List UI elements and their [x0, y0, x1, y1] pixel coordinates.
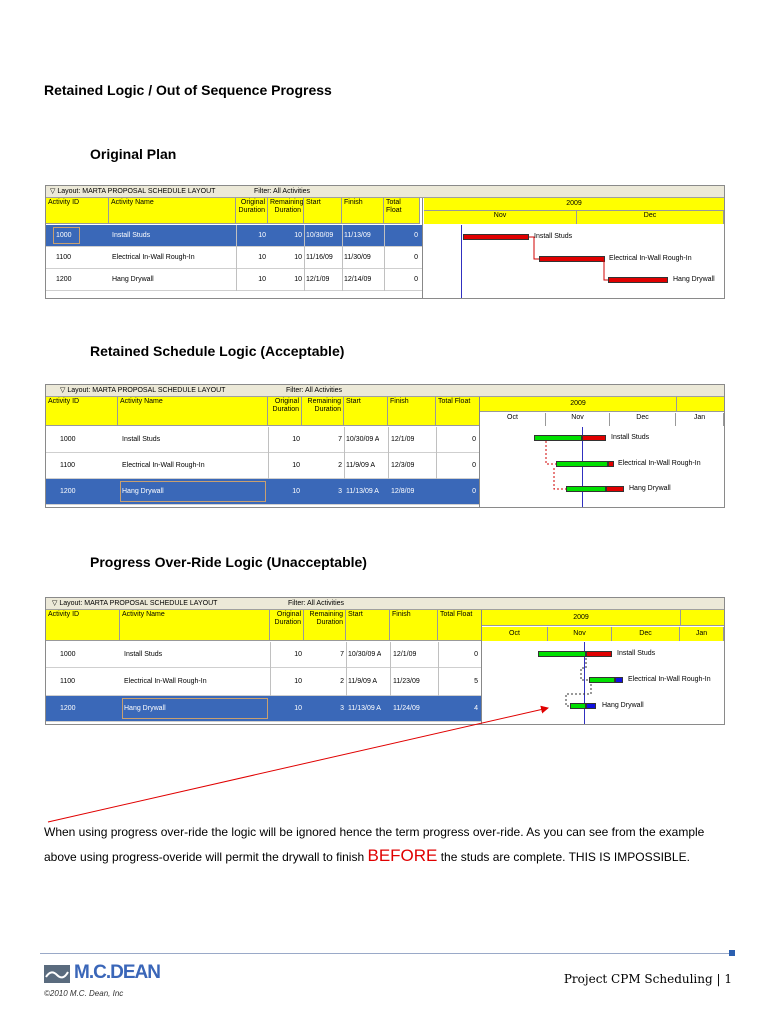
cell-original-duration: 10 — [258, 232, 266, 239]
cell-activity-name: Hang Drywall — [124, 705, 166, 712]
cell-activity-id: 1100 — [60, 678, 76, 685]
col-remaining-duration[interactable]: Remaining Duration — [302, 397, 344, 426]
cell-original-duration: 10 — [258, 276, 266, 283]
cell-original-duration: 10 — [294, 651, 302, 658]
cell-activity-id: 1200 — [60, 705, 76, 712]
gantt-bar-label: Hang Drywall — [673, 276, 715, 283]
cell-activity-id: 1100 — [60, 462, 76, 469]
col-original-duration[interactable]: Original Duration — [270, 610, 304, 641]
logo-text: M.C.DEAN — [74, 962, 160, 983]
paragraph-text: When using progress over-ride the logic will be ignored hence the term progress over-ride. As you can see from the example above using progress-overide will permit the drywall to finish — [44, 825, 705, 864]
col-activity-name[interactable]: Activity Name — [118, 397, 268, 426]
gantt-bar-label: Electrical In-Wall Rough-In — [618, 460, 701, 467]
gantt-month: Jan — [680, 627, 724, 641]
layout-label[interactable]: ▽ Layout: MARTA PROPOSAL SCHEDULE LAYOUT — [60, 387, 226, 394]
paragraph-text: the studs are complete. THIS IS IMPOSSIBLE. — [437, 850, 690, 864]
gantt-year: 2009 — [482, 610, 680, 626]
cell-start: 10/30/09 A — [346, 436, 380, 443]
col-activity-name[interactable]: Activity Name — [120, 610, 270, 641]
layout-label[interactable]: ▽ Layout: MARTA PROPOSAL SCHEDULE LAYOUT — [52, 600, 218, 607]
cell-finish: 12/1/09 — [391, 436, 415, 443]
cell-total-float: 0 — [474, 651, 478, 658]
cell-total-float: 0 — [414, 276, 418, 283]
col-total-float[interactable]: Total Float — [438, 610, 482, 641]
col-original-duration[interactable]: Original Duration — [236, 198, 268, 224]
cell-activity-id: 1100 — [56, 254, 72, 261]
emphasis-before: BEFORE — [367, 846, 438, 865]
cell-finish: 12/3/09 — [391, 462, 415, 469]
col-start[interactable]: Start — [344, 397, 388, 426]
cell-start: 11/9/09 A — [348, 678, 378, 685]
layout-label[interactable]: ▽ Layout: MARTA PROPOSAL SCHEDULE LAYOUT — [50, 188, 216, 195]
filter-label[interactable]: Filter: All Activities — [254, 188, 311, 195]
heading-override: Progress Over-Ride Logic (Unacceptable) — [90, 554, 367, 570]
col-finish[interactable]: Finish — [390, 610, 438, 641]
gantt-bar-label: Electrical In-Wall Rough-In — [609, 255, 692, 262]
gantt-year: 2009 — [480, 397, 676, 412]
cell-remaining-duration: 10 — [294, 276, 302, 283]
col-activity-id[interactable]: Activity ID — [46, 610, 120, 641]
cell-start: 11/13/09 A — [348, 705, 381, 712]
cell-original-duration: 10 — [258, 254, 266, 261]
col-start[interactable]: Start — [304, 198, 342, 224]
gantt-month: Dec — [612, 627, 680, 641]
page-title: Retained Logic / Out of Sequence Progress — [44, 82, 332, 98]
cell-remaining-duration: 3 — [340, 705, 344, 712]
col-total-float[interactable]: Total Float — [384, 198, 420, 224]
footer-rule — [40, 953, 732, 954]
cell-total-float: 0 — [414, 254, 418, 261]
cell-remaining-duration: 10 — [294, 254, 302, 261]
cell-finish: 11/23/09 — [393, 678, 420, 685]
cell-start: 10/30/09 — [306, 232, 334, 239]
page-label: Project CPM Scheduling | 1 — [563, 972, 732, 986]
gantt-bar-label: Install Studs — [534, 233, 573, 240]
gantt-bar-label: Hang Drywall — [629, 485, 671, 492]
cell-remaining-duration: 2 — [340, 678, 344, 685]
cell-original-duration: 10 — [294, 705, 302, 712]
cell-start: 12/1/09 — [306, 276, 330, 283]
company-logo — [44, 962, 186, 986]
cell-remaining-duration: 7 — [338, 436, 342, 443]
copyright: ©2010 M.C. Dean, Inc — [44, 989, 124, 998]
cell-start: 11/16/09 — [306, 254, 333, 261]
cell-total-float: 0 — [472, 462, 476, 469]
cell-original-duration: 10 — [292, 488, 300, 495]
cell-activity-name: Electrical In-Wall Rough-In — [112, 254, 195, 261]
cell-finish: 12/1/09 — [393, 651, 417, 658]
gantt-month: Nov — [546, 413, 610, 426]
cell-remaining-duration: 10 — [294, 232, 302, 239]
cell-total-float: 0 — [472, 488, 476, 495]
cell-finish: 12/14/09 — [344, 276, 372, 283]
gantt-month: Oct — [480, 413, 546, 426]
gantt-month: Nov — [548, 627, 612, 641]
cell-finish: 11/13/09 — [344, 232, 371, 239]
cell-total-float: 0 — [414, 232, 418, 239]
cell-finish: 11/30/09 — [344, 254, 371, 261]
cell-finish: 11/24/09 — [393, 705, 420, 712]
col-total-float[interactable]: Total Float — [436, 397, 480, 426]
gantt-year: 2009 — [424, 198, 724, 211]
footer-accent-square — [729, 950, 735, 956]
cell-remaining-duration: 2 — [338, 462, 342, 469]
cell-activity-name: Hang Drywall — [122, 488, 164, 495]
col-activity-id[interactable]: Activity ID — [46, 198, 109, 224]
cell-original-duration: 10 — [292, 436, 300, 443]
col-remaining-duration[interactable]: Remaining Duration — [268, 198, 304, 224]
cell-activity-id: 1000 — [60, 436, 76, 443]
cell-start: 11/13/09 A — [346, 488, 379, 495]
cell-activity-id: 1200 — [60, 488, 76, 495]
col-original-duration[interactable]: Original Duration — [268, 397, 302, 426]
cell-activity-id: 1200 — [56, 276, 72, 283]
cell-original-duration: 10 — [294, 678, 302, 685]
gantt-month: Dec — [577, 211, 724, 224]
cell-remaining-duration: 7 — [340, 651, 344, 658]
gantt-bar-label: Install Studs — [617, 650, 656, 657]
cell-activity-name: Install Studs — [122, 436, 161, 443]
gantt-month: Nov — [424, 211, 577, 224]
cell-total-float: 0 — [472, 436, 476, 443]
cell-remaining-duration: 3 — [338, 488, 342, 495]
heading-retained: Retained Schedule Logic (Acceptable) — [90, 343, 345, 359]
cell-start: 10/30/09 A — [348, 651, 382, 658]
gantt-month: Jan — [676, 413, 724, 426]
cell-activity-name: Hang Drywall — [112, 276, 154, 283]
logo-mark-icon — [44, 965, 70, 983]
col-start[interactable]: Start — [346, 610, 390, 641]
heading-original-plan: Original Plan — [90, 146, 177, 162]
col-finish[interactable]: Finish — [342, 198, 384, 224]
gantt-bar-label: Hang Drywall — [602, 702, 644, 709]
cell-activity-name: Electrical In-Wall Rough-In — [122, 462, 205, 469]
gantt-month: Dec — [610, 413, 676, 426]
cell-activity-name: Install Studs — [112, 232, 151, 239]
cell-activity-id: 1000 — [60, 651, 76, 658]
col-activity-name[interactable]: Activity Name — [109, 198, 236, 224]
gantt-bar-label: Install Studs — [611, 434, 650, 441]
cell-start: 11/9/09 A — [346, 462, 376, 469]
gantt-month: Oct — [482, 627, 548, 641]
gantt-bar-label: Electrical In-Wall Rough-In — [628, 676, 711, 683]
col-activity-id[interactable]: Activity ID — [46, 397, 118, 426]
filter-label[interactable]: Filter: All Activities — [288, 600, 345, 607]
col-finish[interactable]: Finish — [388, 397, 436, 426]
explanation-paragraph — [44, 820, 724, 869]
col-remaining-duration[interactable]: Remaining Duration — [304, 610, 346, 641]
cell-original-duration: 10 — [292, 462, 300, 469]
cell-activity-name: Electrical In-Wall Rough-In — [124, 678, 207, 685]
cell-activity-name: Install Studs — [124, 651, 163, 658]
cell-total-float: 4 — [474, 705, 478, 712]
cell-finish: 12/8/09 — [391, 488, 415, 495]
cell-activity-id: 1000 — [56, 232, 72, 239]
cell-total-float: 5 — [474, 678, 478, 685]
filter-label[interactable]: Filter: All Activities — [286, 387, 343, 394]
